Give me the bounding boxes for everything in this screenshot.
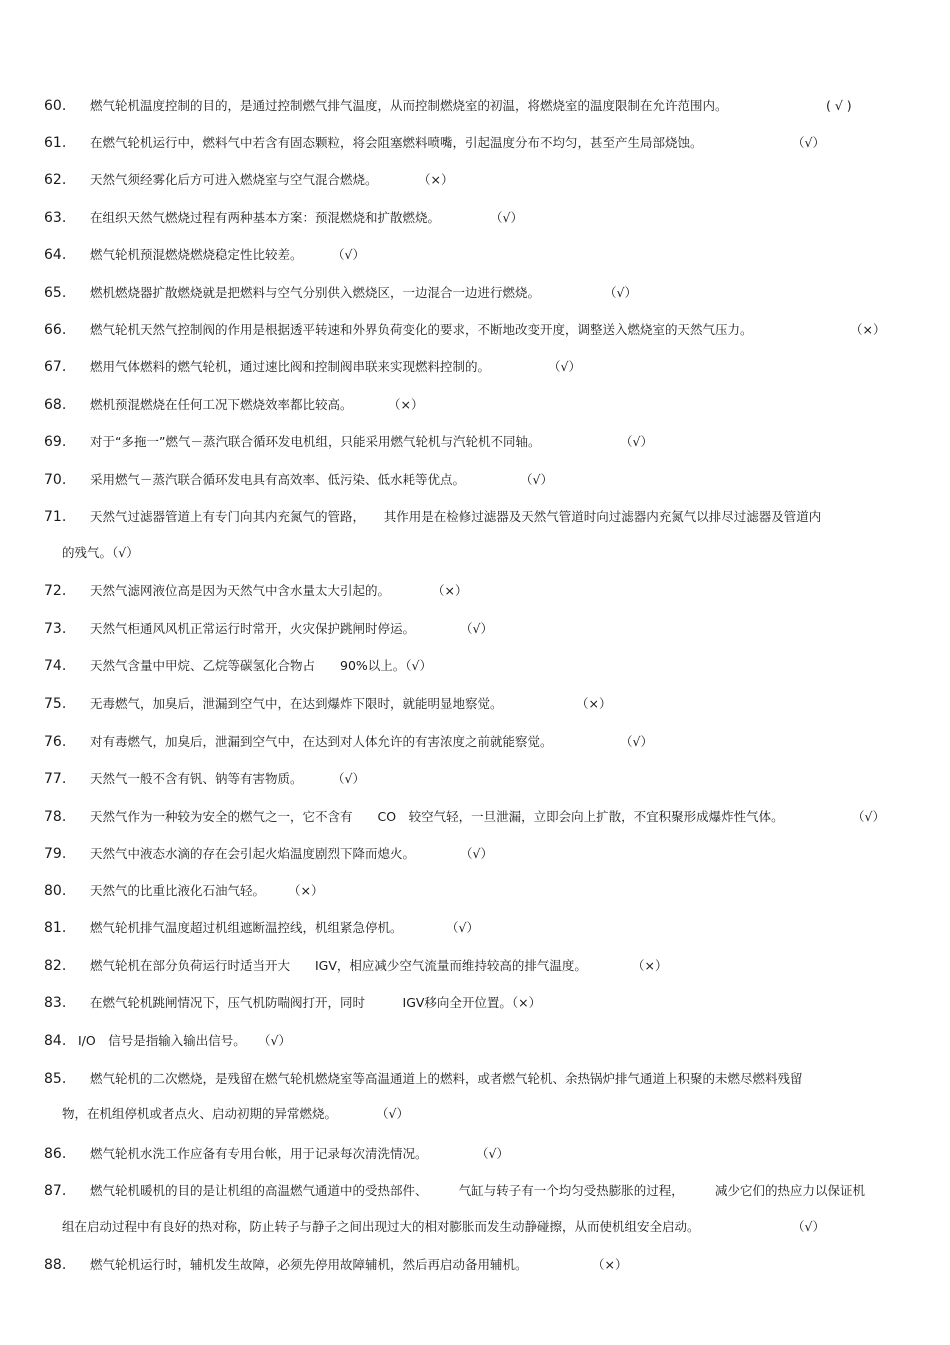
question-text: 天然气的比重比液化石油气轻。 [90, 883, 266, 898]
answer-mark: （√） [476, 1146, 509, 1161]
question-text: 天然气柜通风风机正常运行时常开，火灾保护跳闸时停运。 [90, 621, 416, 636]
answer-mark: （√） [376, 1106, 409, 1121]
answer-mark: （√） [446, 920, 479, 935]
question-text: 燃用气体燃料的燃气轮机，通过速比阀和控制阀串联来实现燃料控制的。 [90, 359, 491, 374]
question-text: 燃气轮机预混燃烧燃烧稳定性比较差。 [90, 247, 303, 262]
question-number: 72. [44, 583, 67, 599]
question-text: 燃机预混燃烧在任何工况下燃烧效率都比较高。 [90, 397, 353, 412]
question-number: 87. [44, 1183, 67, 1199]
question-text: 无毒燃气，加臭后，泄漏到空气中，在达到爆炸下限时，就能明显地察觉。 [90, 696, 503, 711]
question-text: 天然气含量中甲烷、乙烷等碳氢化合物占 90%以上。（√） [90, 658, 432, 673]
question-text: 天然气过滤器管道上有专门向其内充氮气的管路， 其作用是在检修过滤器及天然气管道时向过滤器内充氮气以排尽过滤器及管道内 [90, 509, 822, 524]
answer-mark: （×） [592, 1257, 628, 1272]
answer-mark: （√） [620, 434, 653, 449]
question-text: 燃气轮机温度控制的目的，是通过控制燃气排气温度，从而控制燃烧室的初温，将燃烧室的温度限制在允许范围内。 [90, 98, 728, 113]
question-number: 76. [44, 734, 67, 750]
answer-mark: （√） [460, 621, 493, 636]
question-number: 88. [44, 1257, 67, 1273]
question-text: I/O 信号是指输入输出信号。 [78, 1033, 246, 1048]
question-number: 78. [44, 809, 67, 825]
question-text: 天然气作为一种较为安全的燃气之一，它不含有 CO 较空气轻，一旦泄漏，立即会向上扩散，不宜积聚形成爆炸性气体。 [90, 809, 784, 824]
question-number: 63. [44, 210, 67, 226]
question-number: 64. [44, 247, 67, 263]
question-text: 燃气轮机运行时，辅机发生故障，必须先停用故障辅机，然后再启动备用辅机。 [90, 1257, 528, 1272]
question-text-continued: 的残气。（√） [62, 545, 139, 560]
question-number: 73. [44, 621, 67, 637]
question-text: 天然气中液态水滴的存在会引起火焰温度剧烈下降而熄火。 [90, 846, 416, 861]
answer-mark: （×） [388, 397, 424, 412]
question-number: 69. [44, 434, 67, 450]
answer-mark: （√） [490, 210, 523, 225]
answer-mark: ( √ ) [826, 98, 852, 113]
answer-mark: （√） [520, 472, 553, 487]
question-number: 62. [44, 172, 67, 188]
question-text: 对于“多拖一”燃气－蒸汽联合循环发电机组，只能采用燃气轮机与汽轮机不同轴。 [90, 434, 541, 449]
question-text-continued: 组在启动过程中有良好的热对称，防止转子与静子之间出现过大的相对膨胀而发生动静碰擦，从而使机组安全启动。 [62, 1219, 700, 1234]
question-number: 67. [44, 359, 67, 375]
answer-mark: （√） [620, 734, 653, 749]
question-text: 在组织天然气燃烧过程有两种基本方案：预混燃烧和扩散燃烧。 [90, 210, 441, 225]
question-number: 86. [44, 1146, 67, 1162]
answer-mark: （×） [850, 322, 886, 337]
answer-mark: （√） [792, 135, 825, 150]
answer-mark: （√） [258, 1033, 291, 1048]
answer-mark: （×） [418, 172, 454, 187]
question-text: 燃气轮机在部分负荷运行时适当开大 IGV，相应减少空气流量而维持较高的排气温度。 [90, 958, 587, 973]
question-number: 70. [44, 472, 67, 488]
question-text: 燃气轮机的二次燃烧，是残留在燃气轮机燃烧室等高温通道上的燃料，或者燃气轮机、余热锅炉排气通道上积聚的未燃尽燃料残留 [90, 1071, 803, 1086]
question-text: 天然气一般不含有钒、钠等有害物质。 [90, 771, 303, 786]
question-text: 燃气轮机排气温度超过机组遮断温控线，机组紧急停机。 [90, 920, 403, 935]
question-number: 65. [44, 285, 67, 301]
answer-mark: （√） [604, 285, 637, 300]
answer-mark: （√） [852, 809, 885, 824]
answer-mark: （√） [460, 846, 493, 861]
question-number: 81. [44, 920, 67, 936]
question-number: 71. [44, 509, 67, 525]
question-text: 对有毒燃气，加臭后，泄漏到空气中，在达到对人体允许的有害浓度之前就能察觉。 [90, 734, 553, 749]
answer-mark: （√） [548, 359, 581, 374]
question-text: 天然气须经雾化后方可进入燃烧室与空气混合燃烧。 [90, 172, 378, 187]
question-text: 在燃气轮机跳闸情况下，压气机防喘阀打开，同时 IGV移向全开位置。（×） [90, 995, 542, 1010]
question-number: 80. [44, 883, 67, 899]
question-text: 燃气轮机天然气控制阀的作用是根据透平转速和外界负荷变化的要求，不断地改变开度，调整送入燃烧室的天然气压力。 [90, 322, 753, 337]
answer-mark: （×） [288, 883, 324, 898]
answer-mark: （√） [792, 1219, 825, 1234]
answer-mark: （×） [432, 583, 468, 598]
question-number: 77. [44, 771, 67, 787]
question-text: 在燃气轮机运行中，燃料气中若含有固态颗粒，将会阻塞燃料喷嘴，引起温度分布不均匀，甚至产生局部烧蚀。 [90, 135, 703, 150]
question-number: 68. [44, 397, 67, 413]
question-text: 采用燃气－蒸汽联合循环发电具有高效率、低污染、低水耗等优点。 [90, 472, 466, 487]
question-text: 燃机燃烧器扩散燃烧就是把燃料与空气分别供入燃烧区，一边混合一边进行燃烧。 [90, 285, 541, 300]
question-number: 66. [44, 322, 67, 338]
answer-mark: （×） [632, 958, 668, 973]
question-number: 82. [44, 958, 67, 974]
question-text: 天然气滤网液位高是因为天然气中含水量太大引起的。 [90, 583, 391, 598]
question-text: 燃气轮机水洗工作应备有专用台帐，用于记录每次清洗情况。 [90, 1146, 428, 1161]
question-number: 60. [44, 98, 67, 114]
answer-mark: （×） [576, 696, 612, 711]
question-number: 83. [44, 995, 67, 1011]
question-text: 燃气轮机暖机的目的是让机组的高温燃气通道中的受热部件、 气缸与转子有一个均匀受热膨胀的过程， 减少它们的热应力以保证机 [90, 1183, 866, 1198]
question-number: 61. [44, 135, 67, 151]
question-number: 75. [44, 696, 67, 712]
answer-mark: （√） [332, 247, 365, 262]
answer-mark: （√） [332, 771, 365, 786]
question-number: 85. [44, 1071, 67, 1087]
question-text-continued: 物，在机组停机或者点火、启动初期的异常燃烧。 [62, 1106, 338, 1121]
question-number: 84. [44, 1033, 67, 1049]
question-number: 74. [44, 658, 67, 674]
question-number: 79. [44, 846, 67, 862]
